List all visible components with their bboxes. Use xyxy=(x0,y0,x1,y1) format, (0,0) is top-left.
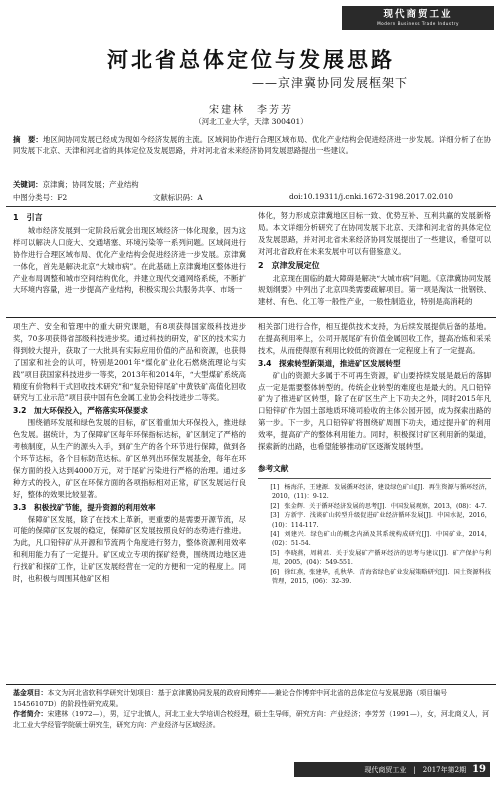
keywords-text: 京津冀；协同发展；产业结构 xyxy=(42,180,139,189)
keywords xyxy=(13,179,491,190)
column-bottom-left xyxy=(13,321,246,681)
article-authors: 宋建林 李芳芳 xyxy=(209,105,293,116)
abstract-text: 地区间协同发展已经成为现如今经济发展的主流。区域间协作进行合理区域布局、优化产业结构会促进经济进一步发展。详细分析了在协同发展下北京、天津和河北省的具体定位及发展思路，并对河北省未来经济协同发展思路提出一些建议。 xyxy=(13,135,491,155)
references-heading: 参考文献 xyxy=(258,463,289,473)
article-title: 河北省总体定位与发展思路 xyxy=(107,47,395,72)
reference-text: 李晓燕，周莉君．关于发展矿产循环经济的思考与建议[J]．矿产保护与利用，2005，(04)：549-551. xyxy=(272,549,491,567)
reference-item xyxy=(258,530,491,549)
paragraph: 城市经济发展到一定阶段后就会出现区域经济一体化现象，因为这样可以解决人口庞大、交通堵塞、环境污染等一系列问题。区域间进行协作进行合理区域布局、优化产业结构会促进经济进一步发展。京津冀一体化，首先是解决北京“大城市病”。在此基础上京津冀地区整体进行产业布局调整和城市空间结构优化，并建立现代交通网络系统，不断扩大环境内容量，进一步提高产业结构，积极实现公共服务共享、市场一 xyxy=(13,225,246,295)
paragraph: 相关部门进行合作，相互提供技术支持，为后续发展提供后备的基地。在提高利用率上，公司开展尾矿有价值金属回收工作，提高冶炼和采采技术，从而使得原有利用比较低的资源在一定程度上有了一定提高。 xyxy=(258,322,491,355)
reference-number: [3] xyxy=(270,512,280,520)
page-footer xyxy=(294,762,490,777)
reference-number: [5] xyxy=(270,549,280,557)
column-top-left xyxy=(13,210,246,314)
reference-item xyxy=(258,549,491,568)
author-bio-text: 宋建林（1972—），男，辽宁北镇人，河北工业大学培训合校经理，硕士生导师，研究方向：产业经济；李芳芳（1991—），女，河北商义人，河北工业大学经管学院硕士研究生，研究方向：产业经济与区域经济。 xyxy=(13,710,490,729)
section-divider xyxy=(6,317,496,318)
article-subtitle: ——京津冀协同发展框架下 xyxy=(251,76,408,90)
reference-number: [6] xyxy=(270,568,280,576)
reference-item xyxy=(258,502,491,511)
keywords-label: 关键词： xyxy=(13,180,43,189)
references-list xyxy=(258,483,491,586)
funding-divider xyxy=(6,684,496,685)
funding-text: 本文为河北省软科学研究计划项目：基于京津冀协同发展的政府间博弈——兼论合作博弈中河北省的总体定位与发展思路（项目编号15456107D）的阶段性研究成果。 xyxy=(13,689,448,708)
reference-text: 徐红燕，张建华，孔秋华．青海省绿色矿业发展策略研究[J]．国土资源科技管理，2015，(06)：32-39. xyxy=(272,568,491,585)
paragraph: 保障矿区发展，除了在技术上革新，更重要的是需要开源节流，尽可能的保障矿区发展的稳定，保障矿区发展按照良好的态势进行推进。为此，凡口铅锌矿从开源和节流两个角度进行努力，整体资源利用效率和利用能力有了一定提升。矿区成立专项的探矿经费，围绕周边地区进行找矿和探矿工作，让矿区发展经营在一定的方便和一定的程度上。同时，也积极与周围其他矿区相 xyxy=(13,514,246,584)
paragraph: 围绕循环发展和绿色发展的目标，矿区着重加大环保投入，推进绿色发展。据统计，为了保障矿区每年环保指标达标，矿区制定了严格的考核制度，从生产的源头入手，到矿生产的各个环节进行保障，做到各个环节达标，各个目标防范达标。矿区单列出环保发展基金，每年在环保方面的投入达到4000万元，对于尾矿污染进行严格的治理。通过多种方式的投入，矿区在环保方面的各项指标相对正常，矿区发展运行良好，整体的效果比较显著。 xyxy=(13,418,246,499)
journal-name-cn: 现代商贸工业 xyxy=(383,9,453,20)
paragraph: 矿山的资源大多属于不可再生资源，矿山要持续发展是最后的落脚点一定是需要整体转型的。传统企业转型的难度也是最大的。凡口铅锌矿为了推进矿区转型，除了在矿区生产上下功夫之外，同时2015年凡口铅锌矿作为国土部地质环境司验收的主体公园开园，成为探索出路的第一步。下一步，凡口铅锌矿将围绕矿周围下功夫，通过提升矿的利用效率，提高矿产的整体利用能力。同时，积极探讨矿区利用新的渠道，探索新的出路，也希望能够推动矿区逐渐发展转型。 xyxy=(258,370,491,452)
funding-label: 基金项目： xyxy=(13,689,48,697)
reference-item xyxy=(258,511,491,530)
reference-text: 杨海洋，王建源．发展循环经济，建设绿色矿山[J]．再生资源与循环经济，2010，(11)：9-12. xyxy=(272,483,491,501)
funding-line xyxy=(13,688,491,709)
journal-banner xyxy=(342,6,494,30)
subsection-heading: 3.3 积极找矿节能，提升资源的利用效率 xyxy=(13,502,156,512)
reference-number: [2] xyxy=(270,502,280,510)
footer-text: 现代商贸工业 | 2017年第2期 xyxy=(364,766,467,774)
reference-text: 张金辉．关于循环经济发展的思考[J]．中国发展观察，2013，(08)：4-7. xyxy=(284,502,487,510)
paragraph: 项生产、安全和管理中的重大研究课题，有8项获得国家级科技进步奖，70多项获得省部级科技进步奖。通过科技的研发，矿区的技术实力得到较大提升，获取了一大批具有实际应用价值的产品和资源，也获得了国家和社会的认可，特别是2001年“煤化矿业化石燃烧流理论与实践”项目获国家科技进步一等奖，2013年和2014年，“大型煤矿系统高精度有价物料干式回收技术研究”和“复杂铅锌尾矿中黄铁矿高值化回收研究与工业示范”项目获中国有色金属工业协会科技进步二等奖。 xyxy=(13,322,246,403)
reference-text: 刘建兴．绿色矿山的概念内涵及其系统构成研究[J]．中国矿业，2014，(02)：51-54. xyxy=(272,530,491,548)
reference-text: 方新宇．浅谈矿山转型升级促进矿业经济循环发展[J]．中国水泥，2016，(10)：114-117. xyxy=(272,512,491,529)
document-code: 文献标识码：A xyxy=(153,193,203,202)
reference-number: [4] xyxy=(270,530,280,538)
author-bio-line xyxy=(13,709,491,730)
reference-item xyxy=(258,483,491,502)
abstract xyxy=(13,134,491,156)
reference-item xyxy=(258,568,491,587)
paragraph: 体化，努力形成京津冀地区目标一致、优势互补、互利共赢的发展新格局。本文详细分析研究了在协同发展下北京、天津和河北省的具体定位及发展思路，并对河北省未来经济协同发展提出了一些建议，希望可以对河北省政府在未来发展中可以有借鉴意义。 xyxy=(258,211,491,256)
author-bio-label: 作者简介： xyxy=(13,710,48,718)
subsection-heading: 3.4 探索转型新渠道，推进矿区发展转型 xyxy=(258,358,401,368)
references-divider xyxy=(258,478,491,479)
author-affiliation: （河北工业大学，天津 300401） xyxy=(194,117,308,126)
paragraph: 北京现在面临的最大障碍是解决“大城市病”问题。《京津冀协同发展规划纲要》中列出了北京四类需要疏解项目。第一项是淘汰一批钢铁、建材、有色、化工等一般性产业，一般性制造业，特别是高消耗的 xyxy=(258,273,491,307)
page-number: 19 xyxy=(472,764,486,775)
abstract-label: 摘 要： xyxy=(13,135,43,144)
section-heading: 1 引言 xyxy=(13,213,43,222)
clc-number: 中图分类号：F2 xyxy=(13,193,68,202)
reference-number: [1] xyxy=(270,483,280,491)
doi: doi:10.19311/j.cnki.1672-3198.2017.02.010 xyxy=(289,192,454,201)
header-divider xyxy=(6,206,496,207)
section-heading: 2 京津发展定位 xyxy=(258,260,320,270)
subsection-heading: 3.2 加大环保投入，严格落实环保要求 xyxy=(13,406,148,416)
journal-name-en: Modern Business Trade Industry xyxy=(377,21,459,26)
funding-note xyxy=(13,688,491,730)
column-bottom-right xyxy=(258,321,491,681)
column-top-right xyxy=(258,210,491,314)
